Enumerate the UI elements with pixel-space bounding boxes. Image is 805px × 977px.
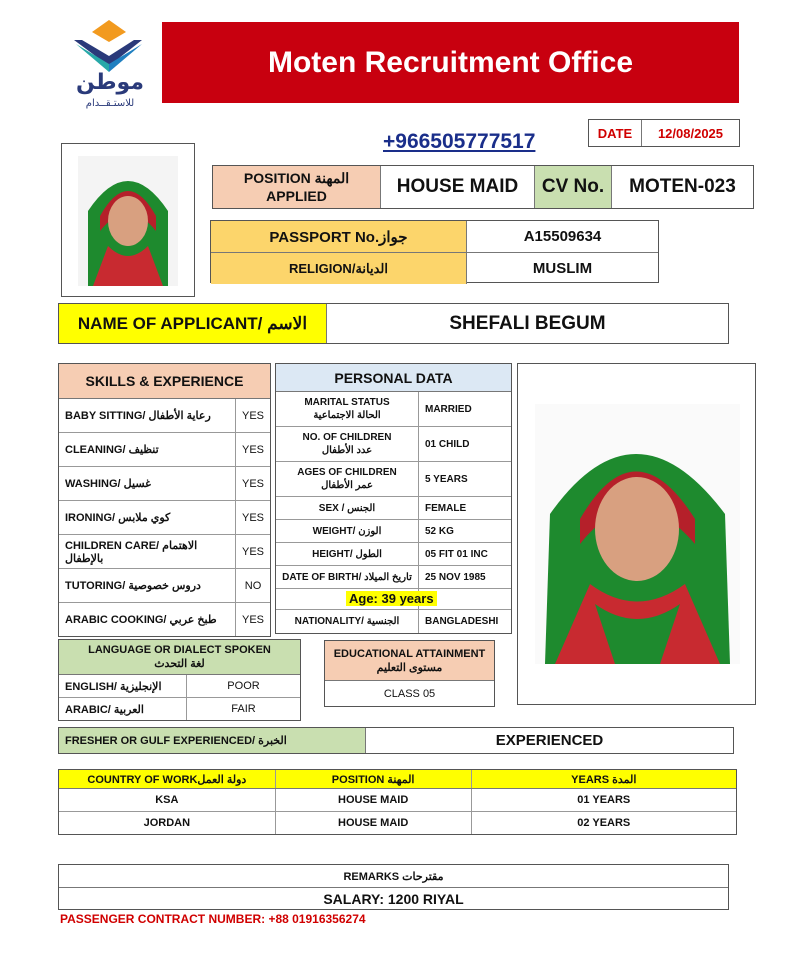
logo-arabic-main: موطن xyxy=(76,70,144,95)
personal-label xyxy=(276,610,419,633)
skill-value: YES xyxy=(241,511,264,524)
contract-number: PASSENGER CONTRACT NUMBER: +88 01916356274 xyxy=(60,912,366,926)
skills-row xyxy=(59,399,270,433)
applicant-photo-small xyxy=(78,156,178,286)
personal-label-ar: عدد الأطفال xyxy=(321,445,373,456)
personal-label xyxy=(276,566,419,588)
position-label-line1: POSITION المهنة xyxy=(243,170,350,186)
personal-label xyxy=(276,520,419,542)
skills-row xyxy=(59,501,270,535)
skill-value: YES xyxy=(241,477,264,490)
work-cell: HOUSE MAID xyxy=(276,789,472,811)
education-title-ar: مستوى التعليم xyxy=(376,661,443,674)
language-title-ar: لغة التحدث xyxy=(154,658,205,670)
applicant-name: SHEFALI BEGUM xyxy=(449,312,606,334)
experience-label: FRESHER OR GULF EXPERIENCED/ الخبرة xyxy=(59,728,366,753)
language-value: FAIR xyxy=(231,703,256,715)
skills-row xyxy=(59,433,270,467)
work-cell: 02 YEARS xyxy=(577,817,631,829)
work-row xyxy=(59,789,736,812)
skill-value: YES xyxy=(241,613,264,626)
remarks-value: SALARY: 1200 RIYAL xyxy=(323,891,464,907)
personal-label-en: DATE OF BIRTH/ تاريخ الميلاد xyxy=(282,571,412,583)
applicant-label: NAME OF APPLICANT/ الاسم xyxy=(59,304,327,343)
cv-label: CV No. xyxy=(535,166,612,208)
language-row xyxy=(59,698,300,720)
skill-label: BABY SITTING/ رعاية الأطفال xyxy=(59,399,236,432)
skill-value: YES xyxy=(241,545,264,558)
skill-value: YES xyxy=(241,409,264,422)
work-header-cell: POSITION المهنة xyxy=(276,770,472,788)
language-row xyxy=(59,675,300,698)
passport-label: PASSPORT No.جواز xyxy=(211,221,467,252)
personal-value: FEMALE xyxy=(425,502,467,514)
personal-label-en: SEX / الجنس xyxy=(318,502,376,514)
personal-row xyxy=(276,543,511,566)
position-label-line2: APPLIED xyxy=(266,188,327,204)
personal-label xyxy=(276,497,419,519)
personal-label-ar: الحالة الاجتماعية xyxy=(313,410,381,421)
language-value: POOR xyxy=(227,680,260,692)
personal-row xyxy=(276,427,511,462)
logo-arabic-sub: للاستـقــدام xyxy=(85,98,135,109)
education-value: CLASS 05 xyxy=(383,688,436,700)
education-title-en: EDUCATIONAL ATTAINMENT xyxy=(333,647,486,660)
full-photo xyxy=(517,363,756,705)
personal-row xyxy=(276,566,511,589)
personal-row xyxy=(276,392,511,427)
language-title-en: LANGUAGE OR DIALECT SPOKEN xyxy=(88,644,271,656)
skills-row xyxy=(59,467,270,501)
personal-label xyxy=(276,427,419,461)
personal-value: MARRIED xyxy=(425,403,472,415)
personal-label-en: NO. OF CHILDREN xyxy=(302,432,392,443)
header-banner xyxy=(162,22,739,103)
language-label: ENGLISH/ الإنجليزية xyxy=(59,675,187,697)
personal-label-en: AGES OF CHILDREN xyxy=(297,467,397,478)
personal-row xyxy=(276,610,511,633)
personal-label-ar: عمر الأطفال xyxy=(321,480,373,491)
language-label: ARABIC/ العربية xyxy=(59,698,187,720)
language-table xyxy=(58,639,301,721)
personal-label xyxy=(276,462,419,496)
personal-table xyxy=(275,363,512,634)
work-row xyxy=(59,812,736,834)
work-cell: KSA xyxy=(59,789,276,811)
page-title: Moten Recruitment Office xyxy=(267,45,634,79)
work-cell: 01 YEARS xyxy=(577,794,631,806)
skill-value: NO xyxy=(244,579,262,592)
date-box xyxy=(588,119,740,147)
education-title xyxy=(325,641,494,681)
passport-table xyxy=(210,220,659,283)
passport-value: A15509634 xyxy=(523,228,602,245)
skills-table xyxy=(58,363,271,637)
personal-row xyxy=(276,462,511,497)
experience-row xyxy=(58,727,734,754)
personal-label-en: HEIGHT/ الطول xyxy=(312,548,382,560)
personal-value: BANGLADESHI xyxy=(425,616,499,627)
cv-value: MOTEN-023 xyxy=(629,176,736,197)
skill-label: WASHING/ غسيل xyxy=(59,467,236,500)
religion-label: RELIGION/الديانة xyxy=(211,253,467,284)
date-value: 12/08/2025 xyxy=(657,125,724,141)
applicant-row xyxy=(58,303,729,344)
skills-title: SKILLS & EXPERIENCE xyxy=(59,364,270,399)
personal-row xyxy=(276,589,511,610)
personal-row xyxy=(276,520,511,543)
position-value: HOUSE MAID xyxy=(381,166,535,208)
personal-value: 05 FIT 01 INC xyxy=(425,548,488,560)
skills-row xyxy=(59,569,270,603)
personal-row xyxy=(276,497,511,520)
date-label: DATE xyxy=(589,120,642,146)
age-highlight: Age: 39 years xyxy=(346,591,437,606)
skill-label: ARABIC COOKING/ طبخ عربي xyxy=(59,603,236,636)
personal-value: 52 KG xyxy=(425,525,454,537)
skill-label: CLEANING/ تنظيف xyxy=(59,433,236,466)
remarks-box xyxy=(58,864,729,910)
skill-value: YES xyxy=(241,443,264,456)
skill-label: TUTORING/ دروس خصوصية xyxy=(59,569,236,602)
personal-title: PERSONAL DATA xyxy=(276,364,511,392)
personal-value: 25 NOV 1985 xyxy=(425,571,486,583)
personal-value: 01 CHILD xyxy=(425,438,470,450)
work-table xyxy=(58,769,737,835)
religion-value: MUSLIM xyxy=(532,260,593,277)
passport-photo xyxy=(61,143,195,297)
education-box xyxy=(324,640,495,707)
work-cell: HOUSE MAID xyxy=(276,812,472,834)
personal-label-en: MARITAL STATUS xyxy=(304,397,390,408)
applicant-photo-large xyxy=(535,404,740,664)
experience-value: EXPERIENCED xyxy=(495,732,604,749)
language-title xyxy=(59,640,300,675)
skill-label: CHILDREN CARE/ الاهتمام بالإطفال xyxy=(59,535,236,568)
position-row xyxy=(212,165,754,209)
skills-row xyxy=(59,603,270,636)
personal-label xyxy=(276,543,419,565)
remarks-title: REMARKS مقترحات xyxy=(59,865,728,888)
position-label xyxy=(213,166,381,208)
personal-label xyxy=(276,392,419,426)
personal-label-en: NATIONALITY/ الجنسية xyxy=(294,616,400,627)
skills-row xyxy=(59,535,270,569)
personal-value: 5 YEARS xyxy=(425,473,468,485)
work-cell: JORDAN xyxy=(59,812,276,834)
work-header-cell: YEARS المدة xyxy=(571,773,637,786)
company-logo xyxy=(64,20,154,110)
personal-label-en: WEIGHT/ الوزن xyxy=(312,525,382,537)
phone-link[interactable]: +966505777517 xyxy=(383,130,536,153)
work-header-cell: COUNTRY OF WORKدولة العمل xyxy=(59,770,276,788)
skill-label: IRONING/ كوي ملابس xyxy=(59,501,236,534)
